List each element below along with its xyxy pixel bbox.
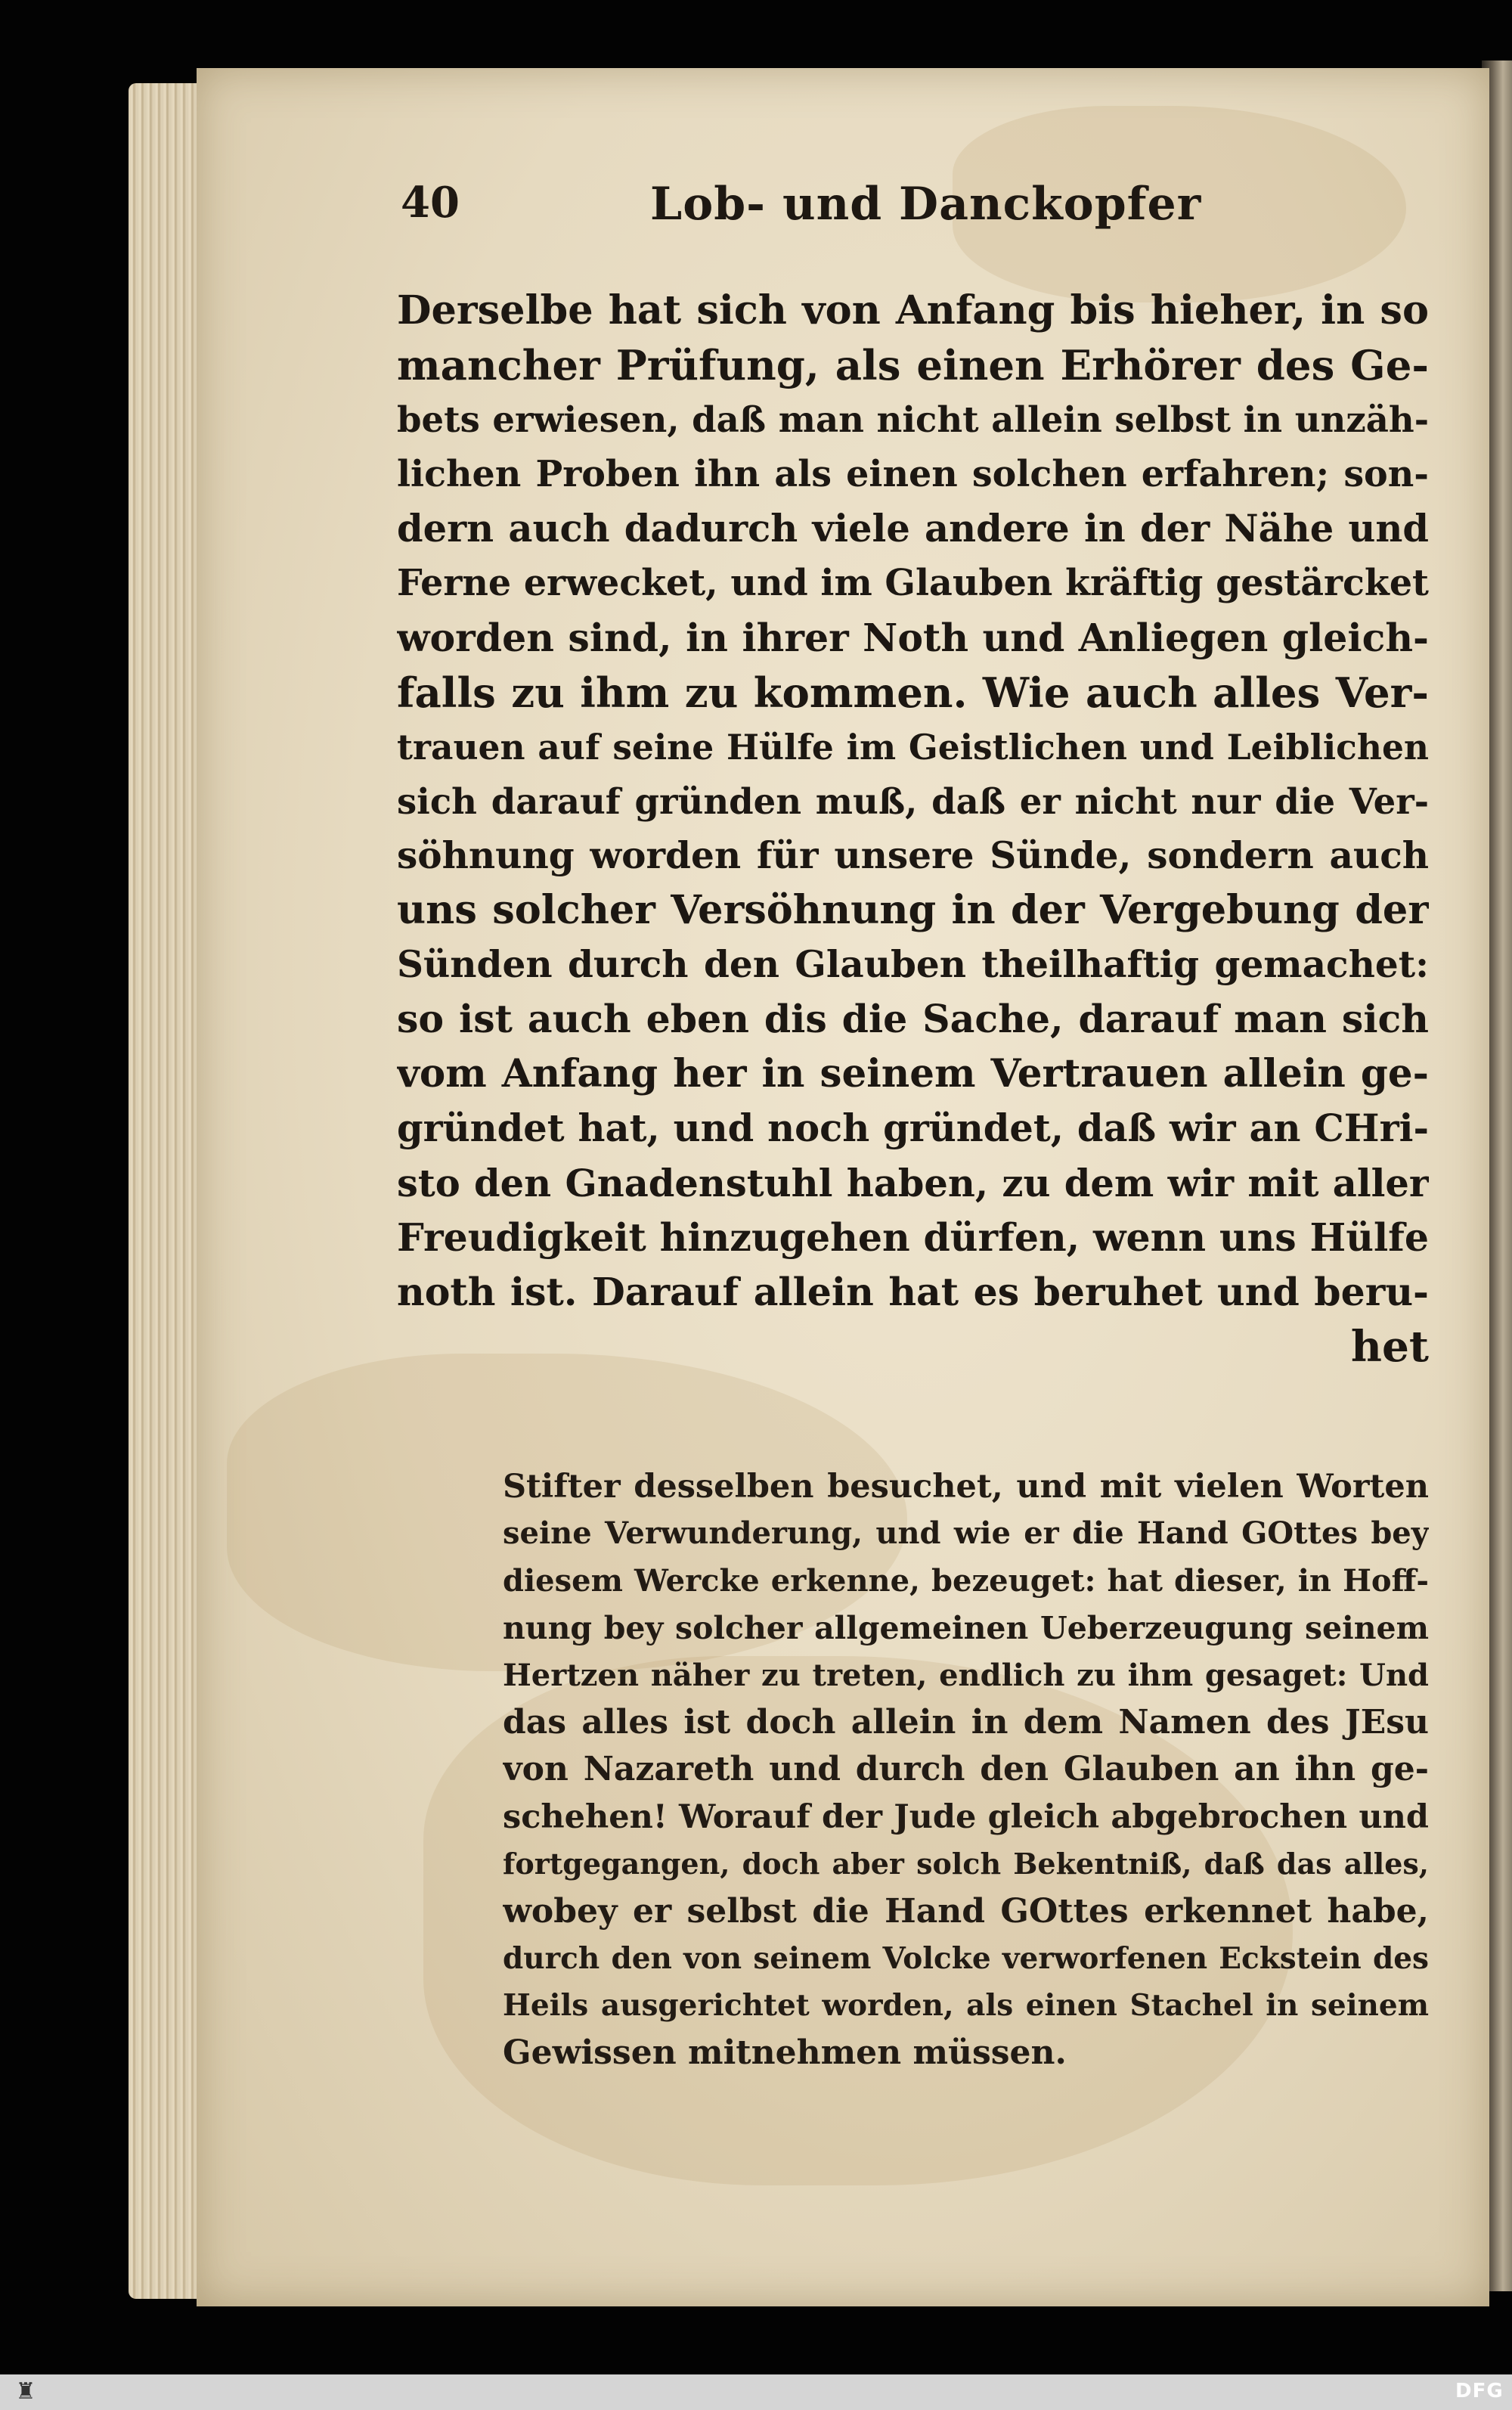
footnote-line: seine Verwunderung, und wie er die Hand GOttes bey (503, 1515, 1429, 1552)
footnote-line: Heils ausgerichtet worden, als einen Stachel in seinem (503, 1988, 1429, 2024)
text-line: noth ist. Darauf allein hat es beruhet und beru- (397, 1269, 1429, 1314)
text-line: vom Anfang her in seinem Vertrauen allein ge- (397, 1051, 1429, 1097)
text-line: sto den Gnadenstuhl haben, zu dem wir mit aller (397, 1161, 1429, 1205)
text-line: mancher Prüfung, als einen Erhörer des Ge- (397, 341, 1429, 390)
text-line: worden sind, in ihrer Noth und Anliegen gleich- (397, 615, 1429, 660)
footnote-line: fortgegangen, doch aber solch Bekentniß, daß das alles, (503, 1847, 1429, 1881)
footnote-line: wobey er selbst die Hand GOttes erkennet habe, (503, 1891, 1429, 1931)
text-line: trauen auf seine Hülfe im Geistlichen und Leiblichen (397, 726, 1429, 768)
page-number: 40 (401, 178, 460, 228)
footnote-line: diesem Wercke erkenne, bezeuget: hat dieser, in Hoff- (503, 1562, 1429, 1599)
text-line: bets erwiesen, daß man nicht allein selbst in unzäh- (397, 399, 1429, 441)
text-line: uns solcher Versöhnung in der Vergebung der (397, 887, 1429, 934)
text-line: Derselbe hat sich von Anfang bis hieher, in so (397, 287, 1429, 333)
text-line: Ferne erwecket, und im Glauben kräftig gestärcket (397, 562, 1429, 605)
footnote-line: nung bey solcher allgemeinen Ueberzeugung seinem (503, 1610, 1429, 1647)
funder-mark: DFG (1455, 2380, 1504, 2402)
footnote-line: Hertzen näher zu treten, endlich zu ihm gesaget: Und (503, 1657, 1429, 1693)
footnote-line: das alles ist doch allein in dem Namen des JEsu (503, 1702, 1429, 1742)
text-line: gründet hat, und noch gründet, daß wir an CHri- (397, 1106, 1429, 1151)
text-line: Freudigkeit hinzugehen dürfen, wenn uns Hülfe (397, 1214, 1429, 1260)
page-header (401, 170, 1429, 238)
text-line: Sünden durch den Glauben theilhaftig gemachet: (397, 943, 1429, 987)
text-line: so ist auch eben dis die Sache, darauf man sich (397, 997, 1429, 1042)
catchword: het (1350, 1321, 1429, 1372)
main-text-block (397, 284, 1429, 1374)
text-line: sich darauf gründen muß, daß er nicht nur die Ver- (397, 780, 1429, 822)
viewer-footer-bar (0, 2374, 1512, 2410)
footnote-block (503, 1463, 1429, 2077)
footnote-line: Stifter desselben besuchet, und mit vielen Worten (503, 1468, 1429, 1506)
text-line: söhnung worden für unsere Sünde, sondern auch (397, 833, 1429, 877)
footnote-line: schehen! Worauf der Jude gleich abgebrochen und (503, 1797, 1429, 1836)
text-line: falls zu ihm zu kommen. Wie auch alles Ver- (397, 668, 1429, 717)
library-logo-icon: ♜ (15, 2378, 36, 2405)
text-line: dern auch dadurch viele andere in der Nähe und (397, 507, 1429, 551)
footnote-line: Gewissen mitnehmen müssen. (503, 2033, 1067, 2072)
running-head: Lob- und Danckopfer (650, 178, 1202, 231)
footnote-line: durch den von seinem Volcke verworfenen Eckstein des (503, 1940, 1429, 1976)
text-line: lichen Proben ihn als einen solchen erfahren; son- (397, 453, 1429, 496)
footnote-line: von Nazareth und durch den Glauben an ihn ge- (503, 1750, 1429, 1789)
